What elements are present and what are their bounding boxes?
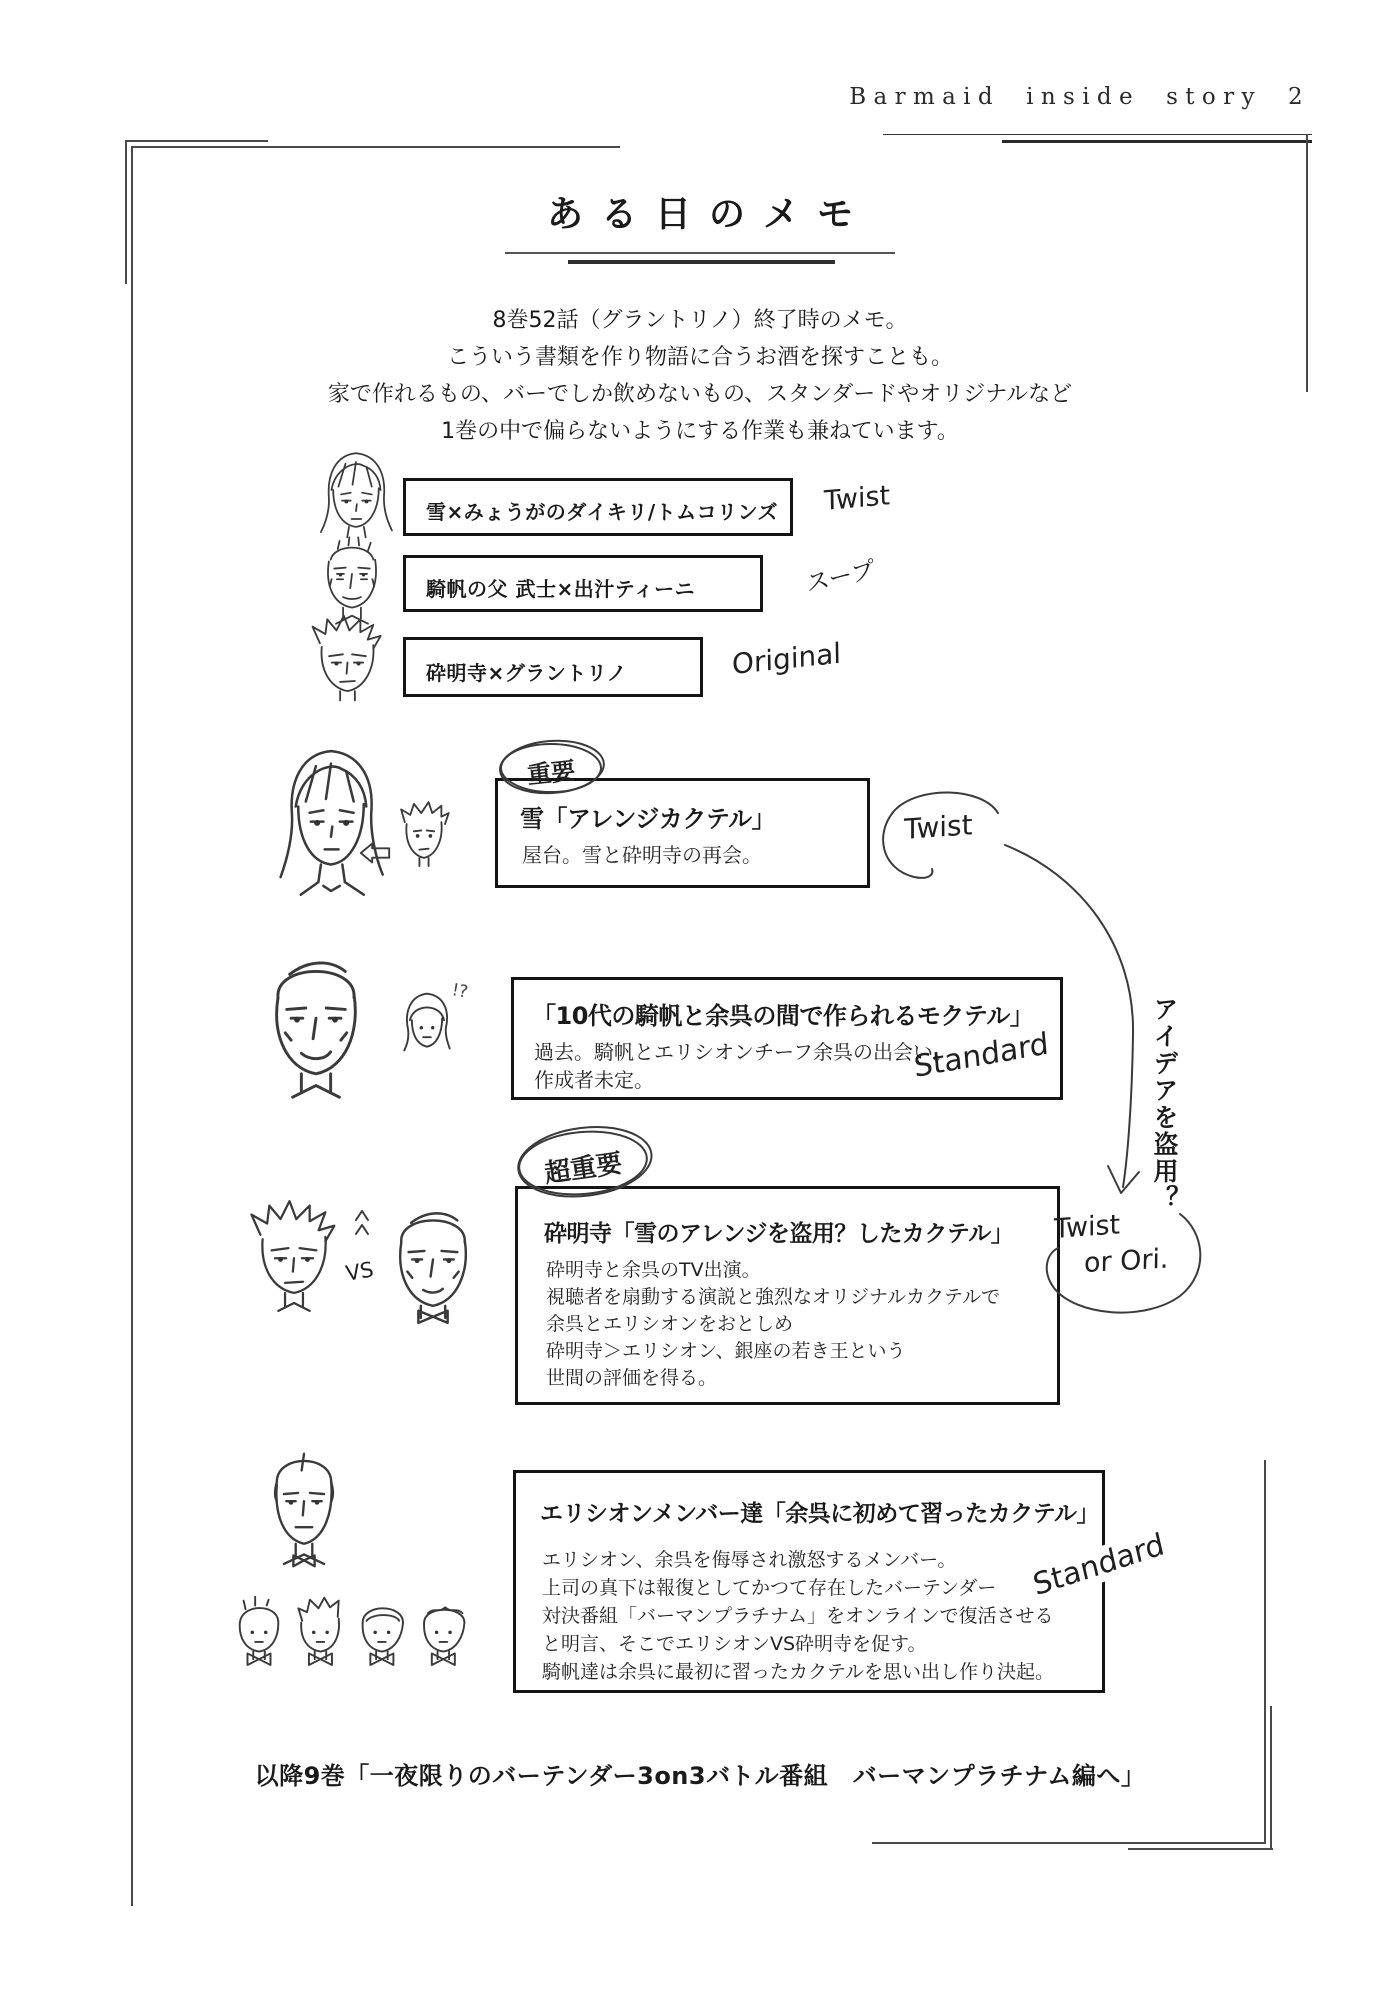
drink-list-label-3: 砕明寺×グラントリノ	[426, 661, 627, 685]
title-underline-thick	[568, 260, 835, 264]
sketch-yogo-face	[242, 948, 390, 1106]
scene-box-stolen-arrange	[515, 1186, 1060, 1405]
scene-body-mocktail-2: 作成者未定。	[534, 1068, 654, 1092]
scene-title-yuki-arrange: 雪「アレンジカクテル」	[520, 805, 776, 833]
badge-super-important	[508, 1122, 658, 1204]
idea-theft-note: アイデアを盗用？	[1150, 996, 1179, 1212]
intro-line: 8巻52話（グラントリノ）終了時のメモ。	[492, 308, 908, 333]
frame-top-left-outer-h	[126, 140, 268, 142]
twist-or-ori-bubble	[1032, 1194, 1212, 1324]
sketch-yogo-bowtie-face	[372, 1192, 494, 1344]
scene-body-elysion-3: 対決番組「バーマンプラチナム」をオンラインで復活させる	[542, 1605, 1054, 1627]
scene-body-stolen-2: 視聴者を扇動する演説と強烈なオリジナルカクテルで	[546, 1286, 1001, 1308]
drink-list-box-2	[403, 555, 763, 612]
sketch-saimyoji-large-face	[238, 1182, 350, 1330]
sketch-yuki-large-face	[268, 742, 394, 900]
scene-box-elysion	[513, 1470, 1105, 1693]
drink-list-label-2: 騎帆の父 武士×出汁ティーニ	[426, 577, 696, 601]
twist-bubble-label: Twist	[904, 808, 973, 847]
footer-line: 以降9巻「一夜限りのバーテンダー3on3バトル番組 バーマンプラチナム編へ」	[254, 1762, 1146, 1790]
frame-top-inner-h	[131, 146, 620, 148]
scene-body-stolen-3: 余呉とエリシオンをおとしめ	[546, 1313, 794, 1335]
title-underline-thin	[505, 252, 895, 254]
scene-body-stolen-5: 世間の評価を得る。	[546, 1367, 718, 1389]
scene-body-yuki-arrange: 屋台。雪と砕明寺の再会。	[522, 843, 762, 867]
sketch-yuki-face	[312, 448, 400, 540]
intro-line: こういう書類を作り物語に合うお酒を探すことも。	[446, 345, 953, 370]
sketch-saimyoji-small-face	[392, 798, 456, 872]
frame-top-left-outer-v	[125, 140, 127, 284]
header-underline-thick	[1002, 140, 1312, 143]
twist-or-ori-line1: Twist	[1054, 1209, 1121, 1246]
badge-important-label: 重要	[525, 756, 577, 790]
scene-title-stolen-arrange: 砕明寺「雪のアレンジを盗用？したカクテル」	[544, 1221, 1014, 1247]
badge-super-important-label: 超重要	[542, 1148, 625, 1190]
page-title: ある日のメモ	[546, 194, 871, 235]
elysion-annotation-standard: Standard	[1026, 1526, 1171, 1605]
scene-body-elysion-5: 騎帆達は余呉に最初に習ったカクテルを思い出し作り決起。	[542, 1661, 1055, 1683]
scene-box-mocktail	[511, 977, 1063, 1100]
sketch-elysion-members-group	[224, 1592, 486, 1688]
scene-body-elysion-4: と明言、そこでエリシオンVS砕明寺を促す。	[542, 1633, 927, 1655]
surprise-note: !?	[450, 980, 470, 1003]
scene-body-elysion-1: エリシオン、余呉を侮辱され激怒するメンバー。	[542, 1549, 957, 1571]
frame-bottom-right-outer-h	[1128, 1848, 1273, 1850]
drink-list-label-1: 雪×みょうがのダイキリ/トムコリンズ	[426, 500, 779, 524]
drink-annotation-soup: スープ	[804, 555, 876, 598]
drink-list-box-1	[403, 478, 793, 536]
scene-body-stolen-4: 砕明寺＞エリシオン、銀座の若き王という	[546, 1340, 906, 1362]
header-underline-thin	[883, 134, 1312, 135]
drink-list-box-3	[403, 637, 703, 697]
intro-line: 1巻の中で偏らないようにする作業も兼ねています。	[441, 419, 959, 444]
intro-paragraph	[150, 302, 1250, 450]
scene-title-elysion: エリシオンメンバー達「余呉に初めて習ったカクテル」	[540, 1501, 1100, 1527]
scene-body-mocktail-1: 過去。騎帆とエリシオンチーフ余呉の出会い。	[534, 1040, 953, 1064]
badge-important	[496, 738, 606, 798]
twist-or-ori-line2: or Ori.	[1083, 1243, 1169, 1280]
sketch-saimyoji-face	[300, 612, 395, 704]
frame-right-top-v	[1306, 134, 1308, 392]
frame-bottom-right-inner-h	[872, 1842, 1266, 1844]
page-header: Barmaid inside story 2	[849, 84, 1310, 110]
scene-title-mocktail: 「10代の騎帆と余呉の間で作られるモクテル」	[532, 1002, 1034, 1030]
vs-note: VS	[343, 1257, 376, 1286]
mocktail-annotation-standard: Standard	[912, 1026, 1050, 1085]
sketch-young-kiho-face	[396, 988, 458, 1058]
intro-line: 家で作れるもの、バーでしか飲めないもの、スタンダードやオリジナルなど	[327, 382, 1073, 407]
sketch-mashita-face	[250, 1442, 358, 1584]
scene-body-stolen-1: 砕明寺と余呉のTV出演。	[546, 1259, 761, 1281]
frame-left-inner-v	[131, 146, 133, 1906]
scene-body-elysion-2: 上司の真下は報復としてかつて存在したバーテンダー	[542, 1577, 997, 1599]
small-arrow-doodle-icon	[358, 840, 392, 866]
drink-annotation-original: Original	[731, 636, 842, 682]
drink-annotation-twist: Twist	[823, 480, 891, 518]
